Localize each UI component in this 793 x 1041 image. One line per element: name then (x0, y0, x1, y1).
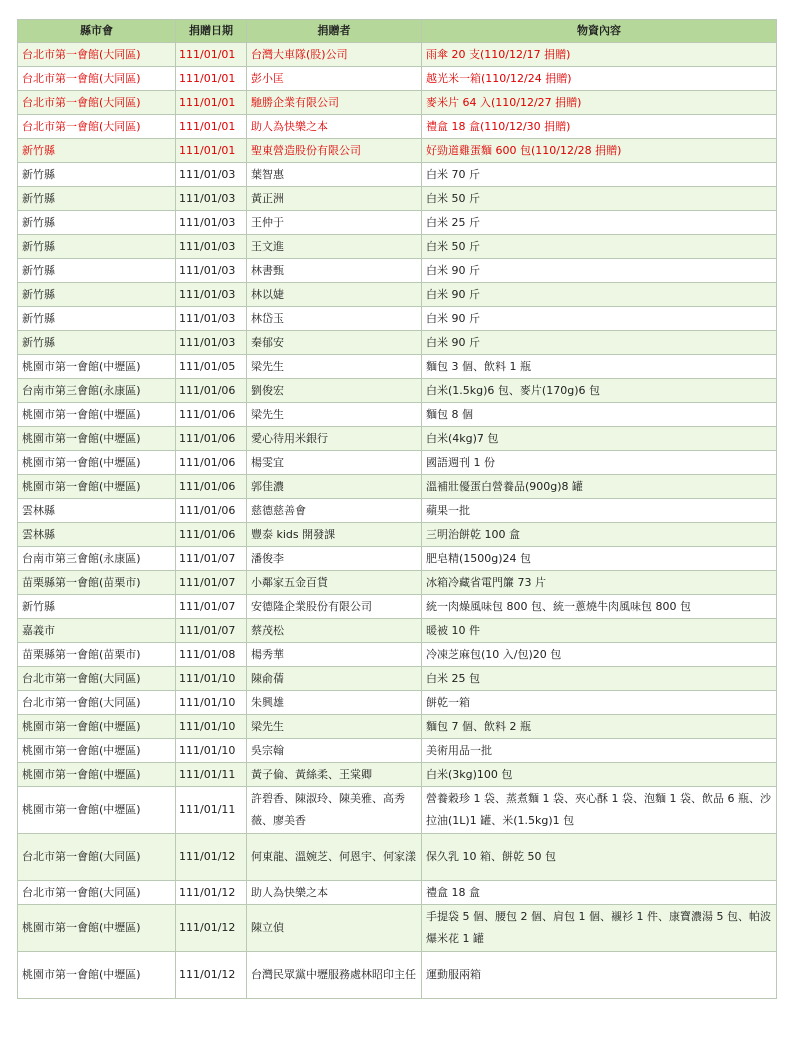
cell-region: 新竹縣 (18, 595, 176, 619)
cell-donor: 黃正洲 (247, 187, 422, 211)
table-row (18, 881, 777, 905)
cell-donor: 梁先生 (247, 355, 422, 379)
cell-donor: 聖東營造股份有限公司 (247, 139, 422, 163)
cell-date: 111/01/07 (176, 547, 247, 571)
table-row (18, 355, 777, 379)
cell-region: 新竹縣 (18, 139, 176, 163)
cell-donor: 黃子倫、黃絲柔、王棠卿 (247, 763, 422, 787)
cell-region: 新竹縣 (18, 259, 176, 283)
cell-donor: 林以婕 (247, 283, 422, 307)
table-row (18, 715, 777, 739)
cell-date: 111/01/06 (176, 427, 247, 451)
cell-donor: 助人為快樂之本 (247, 115, 422, 139)
cell-items: 好勁道雞蛋麵 600 包(110/12/28 捐贈) (422, 139, 777, 163)
cell-date: 111/01/07 (176, 571, 247, 595)
cell-region: 桃園市第一會館(中壢區) (18, 787, 176, 834)
cell-region: 台南市第三會館(永康區) (18, 379, 176, 403)
cell-region: 新竹縣 (18, 211, 176, 235)
table-row (18, 307, 777, 331)
cell-date: 111/01/07 (176, 595, 247, 619)
cell-date: 111/01/08 (176, 643, 247, 667)
table-row (18, 691, 777, 715)
cell-items: 雨傘 20 支(110/12/17 捐贈) (422, 43, 777, 67)
cell-donor: 彭小匡 (247, 67, 422, 91)
cell-items: 手提袋 5 個、腰包 2 個、肩包 1 個、襯衫 1 件、康寶濃湯 5 包、帕波爆米花 1 罐 (422, 905, 777, 952)
cell-donor: 朱興雄 (247, 691, 422, 715)
cell-date: 111/01/06 (176, 403, 247, 427)
cell-region: 新竹縣 (18, 307, 176, 331)
cell-donor: 劉俊宏 (247, 379, 422, 403)
cell-items: 運動服兩箱 (422, 952, 777, 999)
table-row (18, 499, 777, 523)
cell-items: 美術用品一批 (422, 739, 777, 763)
header-donor: 捐贈者 (247, 20, 422, 43)
cell-region: 台南市第三會館(永康區) (18, 547, 176, 571)
cell-items: 白米 50 斤 (422, 235, 777, 259)
cell-date: 111/01/03 (176, 163, 247, 187)
cell-date: 111/01/11 (176, 763, 247, 787)
cell-donor: 慈德慈善會 (247, 499, 422, 523)
cell-items: 統一肉燥風味包 800 包、統一蔥燒牛肉風味包 800 包 (422, 595, 777, 619)
table-row (18, 211, 777, 235)
cell-items: 白米(3kg)100 包 (422, 763, 777, 787)
donation-table (17, 19, 777, 999)
cell-region: 台北市第一會館(大同區) (18, 91, 176, 115)
cell-items: 白米 70 斤 (422, 163, 777, 187)
cell-date: 111/01/03 (176, 307, 247, 331)
cell-date: 111/01/12 (176, 905, 247, 952)
header-region: 縣市會 (18, 20, 176, 43)
cell-date: 111/01/10 (176, 739, 247, 763)
table-row (18, 331, 777, 355)
table-row (18, 283, 777, 307)
table-row (18, 643, 777, 667)
table-row (18, 547, 777, 571)
table-row (18, 259, 777, 283)
cell-date: 111/01/12 (176, 952, 247, 999)
cell-region: 桃園市第一會館(中壢區) (18, 427, 176, 451)
cell-donor: 豐泰 kids 開發課 (247, 523, 422, 547)
cell-donor: 秦郁安 (247, 331, 422, 355)
cell-items: 三明治餅乾 100 盒 (422, 523, 777, 547)
cell-region: 桃園市第一會館(中壢區) (18, 475, 176, 499)
cell-region: 桃園市第一會館(中壢區) (18, 739, 176, 763)
table-row (18, 163, 777, 187)
cell-donor: 林岱玉 (247, 307, 422, 331)
table-row (18, 235, 777, 259)
cell-date: 111/01/01 (176, 139, 247, 163)
cell-donor: 梁先生 (247, 715, 422, 739)
cell-items: 白米 50 斤 (422, 187, 777, 211)
table-row (18, 834, 777, 881)
table-row (18, 67, 777, 91)
cell-donor: 愛心待用米銀行 (247, 427, 422, 451)
cell-region: 桃園市第一會館(中壢區) (18, 952, 176, 999)
cell-date: 111/01/06 (176, 451, 247, 475)
cell-region: 台北市第一會館(大同區) (18, 115, 176, 139)
cell-donor: 陳立偵 (247, 905, 422, 952)
table-row (18, 739, 777, 763)
cell-items: 白米 90 斤 (422, 259, 777, 283)
cell-items: 白米 90 斤 (422, 307, 777, 331)
cell-region: 台北市第一會館(大同區) (18, 881, 176, 905)
cell-date: 111/01/01 (176, 43, 247, 67)
cell-donor: 陳俞蒨 (247, 667, 422, 691)
cell-items: 麵包 3 個、飲料 1 瓶 (422, 355, 777, 379)
cell-region: 桃園市第一會館(中壢區) (18, 451, 176, 475)
cell-items: 營養穀珍 1 袋、蒸煮麵 1 袋、夾心酥 1 袋、泡麵 1 袋、飲品 6 瓶、沙拉油(1L)1 罐、米(1.5kg)1 包 (422, 787, 777, 834)
table-row (18, 475, 777, 499)
cell-items: 白米 90 斤 (422, 331, 777, 355)
cell-items: 白米 25 包 (422, 667, 777, 691)
cell-donor: 葉智惠 (247, 163, 422, 187)
table-row (18, 952, 777, 999)
cell-items: 禮盒 18 盒 (422, 881, 777, 905)
table-row (18, 571, 777, 595)
cell-items: 白米(1.5kg)6 包、麥片(170g)6 包 (422, 379, 777, 403)
cell-region: 桃園市第一會館(中壢區) (18, 905, 176, 952)
cell-date: 111/01/10 (176, 667, 247, 691)
table-row (18, 43, 777, 67)
cell-date: 111/01/03 (176, 211, 247, 235)
cell-region: 台北市第一會館(大同區) (18, 43, 176, 67)
header-items: 物資內容 (422, 20, 777, 43)
cell-donor: 台灣大車隊(股)公司 (247, 43, 422, 67)
cell-items: 國語週刊 1 份 (422, 451, 777, 475)
cell-items: 麥米片 64 入(110/12/27 捐贈) (422, 91, 777, 115)
table-row (18, 115, 777, 139)
cell-items: 保久乳 10 箱、餅乾 50 包 (422, 834, 777, 881)
table-row (18, 905, 777, 952)
cell-date: 111/01/11 (176, 787, 247, 834)
cell-donor: 楊雯宜 (247, 451, 422, 475)
table-row (18, 139, 777, 163)
cell-items: 麵包 7 個、飲料 2 瓶 (422, 715, 777, 739)
cell-items: 白米 90 斤 (422, 283, 777, 307)
table-row (18, 763, 777, 787)
cell-donor: 許碧香、陳淑玲、陳美雅、高秀薇、廖美香 (247, 787, 422, 834)
cell-region: 嘉義市 (18, 619, 176, 643)
table-row (18, 403, 777, 427)
cell-items: 禮盒 18 盒(110/12/30 捐贈) (422, 115, 777, 139)
cell-region: 台北市第一會館(大同區) (18, 834, 176, 881)
cell-date: 111/01/12 (176, 834, 247, 881)
cell-items: 溫補壯優蛋白營養品(900g)8 罐 (422, 475, 777, 499)
cell-region: 新竹縣 (18, 235, 176, 259)
cell-region: 雲林縣 (18, 499, 176, 523)
cell-region: 桃園市第一會館(中壢區) (18, 763, 176, 787)
table-row (18, 595, 777, 619)
header-date: 捐贈日期 (176, 20, 247, 43)
cell-donor: 馳勝企業有限公司 (247, 91, 422, 115)
cell-region: 台北市第一會館(大同區) (18, 691, 176, 715)
cell-items: 白米(4kg)7 包 (422, 427, 777, 451)
cell-date: 111/01/06 (176, 379, 247, 403)
cell-date: 111/01/03 (176, 235, 247, 259)
cell-donor: 王仲于 (247, 211, 422, 235)
cell-items: 蘋果一批 (422, 499, 777, 523)
cell-donor: 蔡茂松 (247, 619, 422, 643)
cell-region: 雲林縣 (18, 523, 176, 547)
cell-region: 台北市第一會館(大同區) (18, 667, 176, 691)
cell-items: 越光米一箱(110/12/24 捐贈) (422, 67, 777, 91)
table-row (18, 667, 777, 691)
cell-items: 肥皂精(1500g)24 包 (422, 547, 777, 571)
cell-donor: 小鄰家五金百貨 (247, 571, 422, 595)
cell-date: 111/01/10 (176, 691, 247, 715)
cell-date: 111/01/05 (176, 355, 247, 379)
cell-donor: 楊秀華 (247, 643, 422, 667)
cell-date: 111/01/03 (176, 283, 247, 307)
table-header-row (18, 20, 777, 43)
cell-date: 111/01/06 (176, 499, 247, 523)
cell-donor: 助人為快樂之本 (247, 881, 422, 905)
cell-donor: 台灣民眾黨中壢服務處林昭印主任 (247, 952, 422, 999)
cell-region: 新竹縣 (18, 331, 176, 355)
cell-donor: 梁先生 (247, 403, 422, 427)
cell-date: 111/01/06 (176, 523, 247, 547)
cell-donor: 王文進 (247, 235, 422, 259)
cell-items: 暖被 10 件 (422, 619, 777, 643)
table-row (18, 619, 777, 643)
cell-date: 111/01/01 (176, 67, 247, 91)
cell-date: 111/01/03 (176, 331, 247, 355)
table-body (18, 43, 777, 999)
cell-date: 111/01/03 (176, 259, 247, 283)
cell-date: 111/01/03 (176, 187, 247, 211)
table-row (18, 523, 777, 547)
cell-date: 111/01/01 (176, 91, 247, 115)
cell-region: 桃園市第一會館(中壢區) (18, 715, 176, 739)
cell-donor: 林書甄 (247, 259, 422, 283)
table-row (18, 427, 777, 451)
cell-region: 桃園市第一會館(中壢區) (18, 403, 176, 427)
cell-region: 桃園市第一會館(中壢區) (18, 355, 176, 379)
cell-date: 111/01/01 (176, 115, 247, 139)
cell-region: 新竹縣 (18, 187, 176, 211)
cell-date: 111/01/12 (176, 881, 247, 905)
cell-date: 111/01/07 (176, 619, 247, 643)
cell-donor: 郭佳濃 (247, 475, 422, 499)
cell-region: 苗栗縣第一會館(苗栗市) (18, 643, 176, 667)
cell-region: 新竹縣 (18, 163, 176, 187)
cell-region: 新竹縣 (18, 283, 176, 307)
table-row (18, 379, 777, 403)
cell-region: 台北市第一會館(大同區) (18, 67, 176, 91)
table-row (18, 787, 777, 834)
cell-donor: 潘俊李 (247, 547, 422, 571)
cell-items: 餅乾一箱 (422, 691, 777, 715)
cell-items: 冷凍芝麻包(10 入/包)20 包 (422, 643, 777, 667)
cell-items: 麵包 8 個 (422, 403, 777, 427)
table-row (18, 451, 777, 475)
table-row (18, 187, 777, 211)
table-row (18, 91, 777, 115)
cell-donor: 安德隆企業股份有限公司 (247, 595, 422, 619)
cell-donor: 吳宗翰 (247, 739, 422, 763)
cell-items: 冰箱冷藏省電門簾 73 片 (422, 571, 777, 595)
cell-donor: 何東龍、溫婉芝、何恩宇、何家漾 (247, 834, 422, 881)
cell-date: 111/01/06 (176, 475, 247, 499)
cell-items: 白米 25 斤 (422, 211, 777, 235)
cell-date: 111/01/10 (176, 715, 247, 739)
cell-region: 苗栗縣第一會館(苗栗市) (18, 571, 176, 595)
